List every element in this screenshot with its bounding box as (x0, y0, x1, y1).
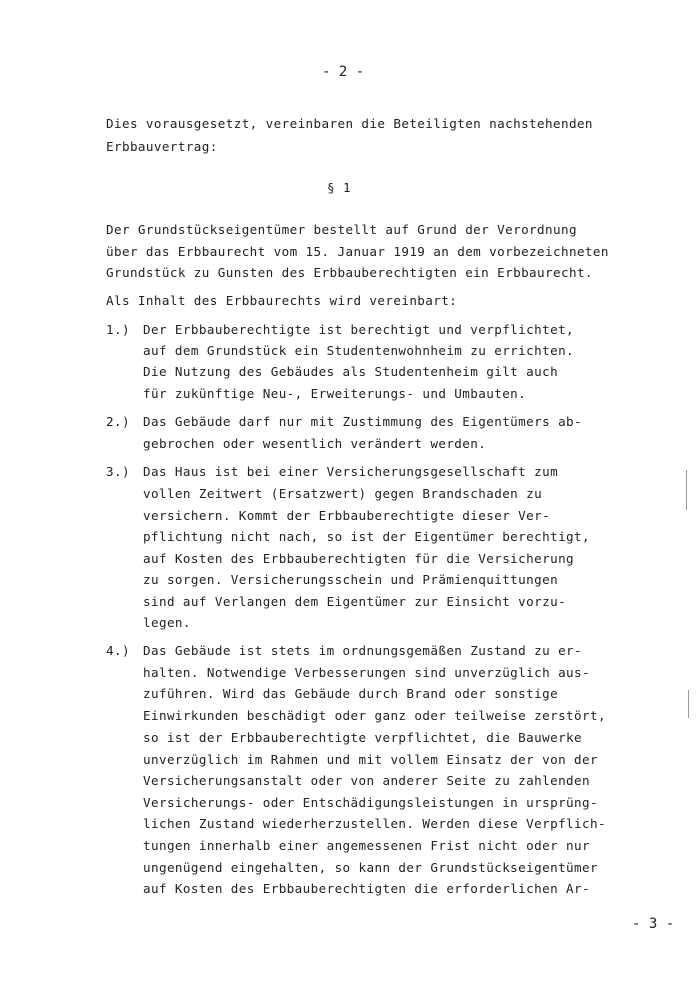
item-3-line-2: vollen Zeitwert (Ersatzwert) gegen Brandschaden zu (143, 486, 543, 501)
item-3-line-3: versichern. Kommt der Erbbauberechtigte dieser Ver- (143, 508, 551, 523)
scan-artifact (688, 690, 689, 718)
page-number: - 2 - (322, 64, 365, 80)
next-page-number: - 3 - (632, 916, 675, 932)
item-3-line-4: pflichtung nicht nach, so ist der Eigentümer berechtigt, (143, 529, 590, 544)
item-4-line-9: lichen Zustand wiederherzustellen. Werden diese Verpflich- (143, 816, 606, 831)
item-4-line-3: zuführen. Wird das Gebäude durch Brand oder sonstige (143, 686, 559, 701)
item-marker-1: 1.) (106, 322, 130, 337)
item-4-line-4: Einwirkunden beschädigt oder ganz oder teilweise zerstört, (143, 708, 606, 723)
item-1-line-2: auf dem Grundstück ein Studentenwohnheim zu errichten. (143, 343, 575, 358)
item-1-line-4: für zukünftige Neu-, Erweiterungs- und Umbauten. (143, 386, 527, 401)
item-3-line-1: Das Haus ist bei einer Versicherungsgesellschaft zum (143, 464, 559, 479)
item-3-line-5: auf Kosten des Erbbauberechtigten für die Versicherung (143, 551, 575, 566)
item-marker-4: 4.) (106, 643, 130, 658)
item-marker-3: 3.) (106, 464, 130, 479)
item-4-line-1: Das Gebäude ist stets im ordnungsgemäßen Zustand zu er- (143, 643, 583, 658)
item-4-line-8: Versicherungs- oder Entschädigungsleistungen in ursprüng- (143, 795, 598, 810)
paragraph-line-2: über das Erbbaurecht vom 15. Januar 1919 an dem vorbezeichneten (106, 244, 609, 259)
paragraph-line-3: Grundstück zu Gunsten des Erbbauberechtigten ein Erbbaurecht. (106, 265, 593, 280)
item-4-line-2: halten. Notwendige Verbesserungen sind unverzüglich aus- (143, 665, 590, 680)
intro-line-2: Erbbauvertrag: (106, 139, 218, 154)
item-4-line-7: Versicherungsanstalt oder von anderer Seite zu zahlenden (143, 773, 590, 788)
section-heading: § 1 (327, 180, 351, 195)
item-2-line-1: Das Gebäude darf nur mit Zustimmung des Eigentümers ab- (143, 414, 583, 429)
item-3-line-7: sind auf Verlangen dem Eigentümer zur Einsicht vorzu- (143, 594, 567, 609)
item-1-line-1: Der Erbbauberechtigte ist berechtigt und verpflichtet, (143, 322, 575, 337)
item-3-line-6: zu sorgen. Versicherungsschein und Prämienquittungen (143, 572, 559, 587)
intro-line-1: Dies vorausgesetzt, vereinbaren die Beteiligten nachstehenden (106, 116, 593, 131)
item-4-line-6: unverzüglich im Rahmen und mit vollem Einsatz der von der (143, 752, 598, 767)
item-1-line-3: Die Nutzung des Gebäudes als Studentenheim gilt auch (143, 364, 559, 379)
item-2-line-2: gebrochen oder wesentlich verändert werden. (143, 436, 487, 451)
item-marker-2: 2.) (106, 414, 130, 429)
item-4-line-12: auf Kosten des Erbbauberechtigten die erforderlichen Ar- (143, 881, 590, 896)
paragraph-line-1: Der Grundstückseigentümer bestellt auf Grund der Verordnung (106, 222, 577, 237)
item-4-line-11: ungenügend eingehalten, so kann der Grundstückseigentümer (143, 860, 598, 875)
item-4-line-10: tungen innerhalb einer angemessenen Frist nicht oder nur (143, 838, 590, 853)
agreed-intro: Als Inhalt des Erbbaurechts wird vereinbart: (106, 293, 458, 308)
scan-artifact (686, 470, 687, 510)
item-3-line-8: legen. (143, 615, 191, 630)
item-4-line-5: so ist der Erbbauberechtigte verpflichtet, die Bauwerke (143, 730, 583, 745)
